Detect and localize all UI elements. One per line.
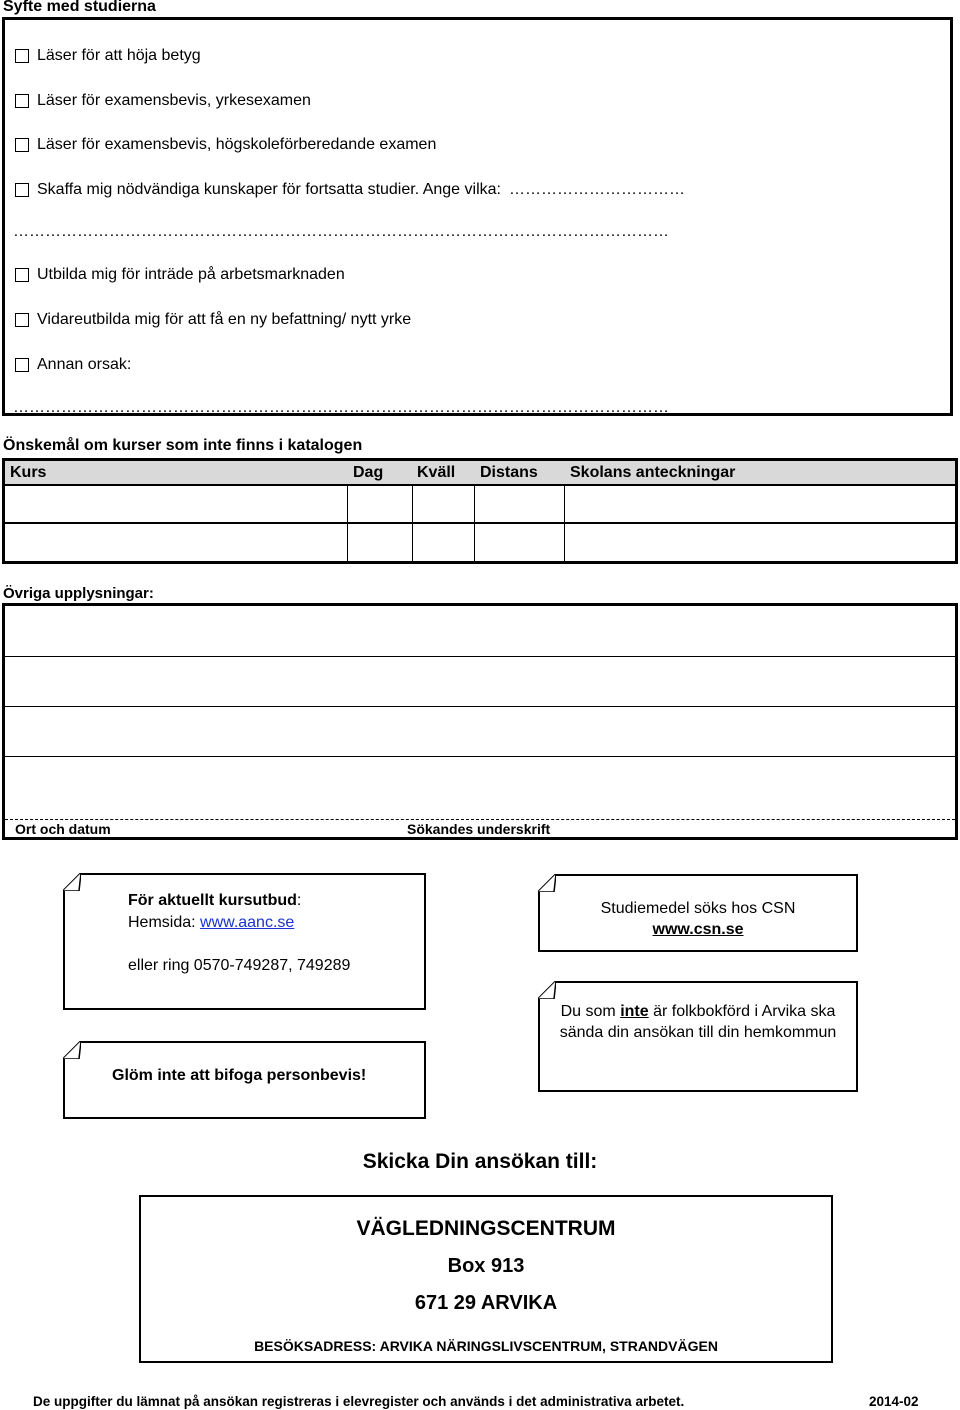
column-header-evening: Kväll — [417, 464, 456, 481]
place-date-label: Ort och datum — [15, 821, 111, 837]
option-new-profession[interactable] — [15, 311, 411, 329]
folded-corner — [538, 981, 556, 999]
signature-line — [5, 819, 955, 820]
org-name: VÄGLEDNINGSCENTRUM — [356, 1217, 616, 1240]
checkbox[interactable] — [15, 313, 29, 327]
option-label: Läser för examensbevis, yrkesexamen — [37, 92, 311, 109]
reminder-text: Glöm inte att bifoga personbevis! — [112, 1067, 367, 1084]
checkbox[interactable] — [15, 94, 29, 108]
po-box: Box 913 — [447, 1255, 525, 1277]
writing-line — [5, 756, 955, 757]
arvika-text — [552, 1001, 844, 1043]
arvika-text-emphasis: inte — [620, 1003, 649, 1020]
visit-address — [141, 1338, 831, 1354]
address-box — [139, 1195, 833, 1363]
table-row[interactable] — [5, 486, 955, 522]
writing-line — [5, 706, 955, 707]
csn-note — [538, 874, 858, 952]
purpose-box — [2, 17, 953, 416]
signature-label: Sökandes underskrift — [407, 821, 551, 837]
folded-corner — [63, 873, 81, 891]
postal-address: 671 29 ARVIKA — [414, 1292, 558, 1314]
fill-in-dots-line[interactable]: …………………………………………………………………………………………………………… — [13, 223, 669, 240]
wishes-table — [2, 458, 958, 564]
send-heading: Skicka Din ansökan till: — [362, 1150, 598, 1173]
csn-text: Studiemedel söks hos CSN — [600, 900, 796, 917]
csn-link[interactable]: www.csn.se — [652, 921, 744, 938]
option-other-reason[interactable] — [15, 356, 131, 374]
option-label: Annan orsak: — [37, 356, 132, 373]
option-vocational-diploma[interactable] — [15, 92, 311, 110]
table-row[interactable] — [5, 524, 955, 561]
footer-date: 2014-02 — [869, 1394, 919, 1409]
wishes-heading: Önskemål om kurser som inte finns i katalogen — [3, 437, 363, 454]
checkbox[interactable] — [15, 138, 29, 152]
arvika-note — [538, 981, 858, 1092]
course-offer-title: För aktuellt kursutbud — [128, 892, 297, 909]
checkbox[interactable] — [15, 183, 29, 197]
homepage-label: Hemsida: — [128, 914, 201, 931]
column-header-day: Dag — [353, 464, 384, 481]
checkbox[interactable] — [15, 358, 29, 372]
column-header-distance: Distans — [480, 464, 538, 481]
fill-in-dots-line[interactable]: …………………………………………………………………………………………………………… — [13, 399, 669, 416]
folded-corner — [538, 874, 556, 892]
other-heading: Övriga upplysningar: — [3, 585, 154, 602]
option-label: Skaffa mig nödvändiga kunskaper för fortsatta studier. Ange vilka: — [37, 181, 501, 198]
option-labour-market[interactable] — [15, 266, 345, 284]
colon: : — [296, 892, 302, 909]
option-label: Utbilda mig för inträde på arbetsmarknaden — [37, 266, 345, 283]
option-further-studies[interactable] — [15, 181, 685, 199]
option-raise-grades[interactable] — [15, 47, 201, 65]
writing-line — [5, 656, 955, 657]
checkbox[interactable] — [15, 49, 29, 63]
other-info-box[interactable] — [2, 603, 958, 840]
purpose-heading: Syfte med studierna — [3, 0, 156, 15]
phone-text: eller ring 0570-749287, 749289 — [128, 957, 351, 974]
folded-corner — [63, 1041, 81, 1059]
arvika-text-pre: Du som — [560, 1003, 621, 1020]
option-label: Vidareutbilda mig för att få en ny befattning/ nytt yrke — [37, 311, 412, 328]
course-offer-note — [63, 873, 426, 1010]
reminder-note — [63, 1041, 426, 1119]
visit-address-label: BESÖKSADRESS: — [254, 1338, 377, 1354]
homepage-link[interactable]: www.aanc.se — [200, 914, 295, 931]
fill-in-dots[interactable]: …………………………… — [508, 181, 685, 198]
arvika-text-post: är folkbokförd i Arvika ska sända din ansökan till din hemkommun — [559, 1003, 837, 1041]
checkbox[interactable] — [15, 268, 29, 282]
option-university-prep-diploma[interactable] — [15, 136, 436, 154]
footer-text: De uppgifter du lämnat på ansökan registreras i elevregister och används i det administrativa arbetet. — [33, 1394, 685, 1409]
visit-address-value: ARVIKA NÄRINGSLIVSCENTRUM, STRANDVÄGEN — [379, 1338, 718, 1354]
column-header-course: Kurs — [10, 464, 47, 481]
column-header-school-notes: Skolans anteckningar — [570, 464, 736, 481]
option-label: Läser för att höja betyg — [37, 47, 201, 64]
option-label: Läser för examensbevis, högskoleförberedande examen — [37, 136, 437, 153]
